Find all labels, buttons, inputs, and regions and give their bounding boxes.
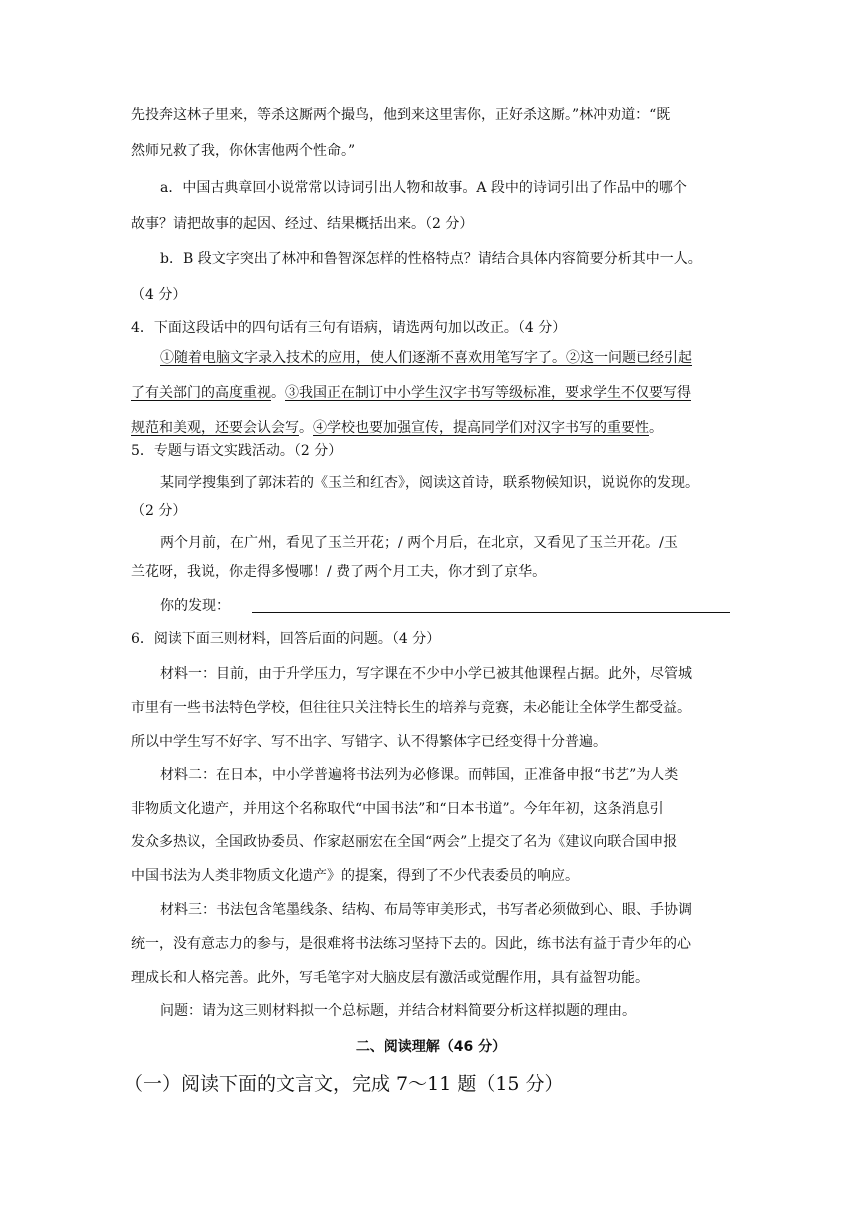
finding-label: 你的发现： bbox=[160, 598, 230, 614]
material-2-line: 发众多热议，全国政协委员、作家赵丽宏在全国“两会”上提交了名为《建议向联合国申报 bbox=[131, 834, 678, 850]
question-4-line bbox=[131, 418, 731, 438]
sentence-4: ④学校也要加强宣传，提高同学们对汉字书写的重要性 bbox=[313, 420, 649, 436]
poem-line: 兰花呀，我说，你走得多慢哪！/ 费了两个月工夫，你才到了京华。 bbox=[131, 564, 547, 580]
material-1-line: 材料一：目前，由于升学压力，写字课在不少中小学已被其他课程占据。此外，尽管城 bbox=[160, 666, 692, 682]
question-a-line: a．中国古典章回小说常常以诗词引出人物和故事。A 段中的诗词引出了作品中的哪个 bbox=[160, 180, 687, 196]
material-2-line: 非物质文化遗产，并用这个名称取代“中国书法”和“日本书道”。今年年初，这条消息引 bbox=[131, 801, 664, 817]
material-1-line: 市里有一些书法特色学校，但往往只关注特长生的培养与竞赛，未必能让全体学生都受益。 bbox=[131, 700, 691, 716]
material-3-line: 材料三：书法包含笔墨线条、结构、布局等审美形式，书写者必须做到心、眼、手协调 bbox=[160, 902, 692, 918]
question-6-prompt: 问题：请为这三则材料拟一个总标题，并结合材料简要分析这样拟题的理由。 bbox=[160, 1003, 636, 1019]
question-5-line: （2 分） bbox=[131, 503, 187, 519]
sentence-3: 规范和美观，还要会认会写 bbox=[131, 420, 299, 436]
question-b-line: （4 分） bbox=[131, 287, 187, 303]
subsection-title: （一）阅读下面的文言文，完成 7～11 题（15 分） bbox=[124, 1073, 564, 1095]
punctuation: 。 bbox=[299, 420, 313, 436]
sentence-1: ①随着电脑文字录入技术的应用，使人们逐渐不喜欢用笔写字了。 bbox=[160, 350, 566, 366]
question-6-heading: 6．阅读下面三则材料，回答后面的问题。（4 分） bbox=[131, 631, 441, 647]
answer-blank-line bbox=[252, 612, 730, 613]
question-4-line bbox=[160, 348, 731, 368]
poem-line: 两个月前，在广州，看见了玉兰开花；/ 两个月后，在北京，又看见了玉兰开花。/玉 bbox=[160, 535, 678, 551]
question-4-heading: 4．下面这段话中的四句话有三句有语病，请选两句加以改正。（4 分） bbox=[131, 320, 567, 336]
sentence-2: 了有关部门的高度重视 bbox=[131, 385, 271, 401]
material-3-line: 理成长和人格完善。此外，写毛笔字对大脑皮层有激活或觉醒作用，具有益智功能。 bbox=[131, 970, 649, 986]
question-4-line bbox=[131, 383, 731, 403]
question-a-line: 故事？请把故事的起因、经过、结果概括出来。（2 分） bbox=[131, 216, 474, 232]
question-5-heading: 5．专题与语文实践活动。（2 分） bbox=[131, 443, 343, 459]
sentence-2: ②这一问题已经引起 bbox=[566, 350, 692, 366]
material-1-line: 所以中学生写不好字、写不出字、写错字、认不得繁体字已经变得十分普遍。 bbox=[131, 734, 607, 750]
punctuation: 。 bbox=[271, 385, 285, 401]
material-2-line: 材料二：在日本，中小学普遍将书法列为必修课。而韩国，正准备申报“书艺”为人类 bbox=[160, 767, 679, 783]
question-b-line: b．B 段文字突出了林冲和鲁智深怎样的性格特点？请结合具体内容简要分析其中一人。 bbox=[160, 251, 702, 267]
sentence-3: ③我国正在制订中小学生汉字书写等级标准，要求学生不仅要写得 bbox=[285, 385, 691, 401]
material-2-line: 中国书法为人类非物质文化遗产》的提案，得到了不少代表委员的响应。 bbox=[131, 868, 579, 884]
material-3-line: 统一，没有意志力的参与，是很难将书法练习坚持下去的。因此，练书法有益于青少年的心 bbox=[131, 936, 691, 952]
text-line: 然师兄救了我，你休害他两个性命。” bbox=[131, 143, 356, 159]
question-5-line: 某同学搜集到了郭沫若的《玉兰和红杏》，阅读这首诗，联系物候知识，说说你的发现。 bbox=[160, 475, 699, 491]
text-line: 先投奔这林子里来，等杀这厮两个撮鸟，他到来这里害你，正好杀这厮。”林冲劝道：“既 bbox=[131, 107, 671, 123]
punctuation: 。 bbox=[649, 420, 663, 436]
section-title: 二、阅读理解（46 分） bbox=[355, 1039, 507, 1055]
